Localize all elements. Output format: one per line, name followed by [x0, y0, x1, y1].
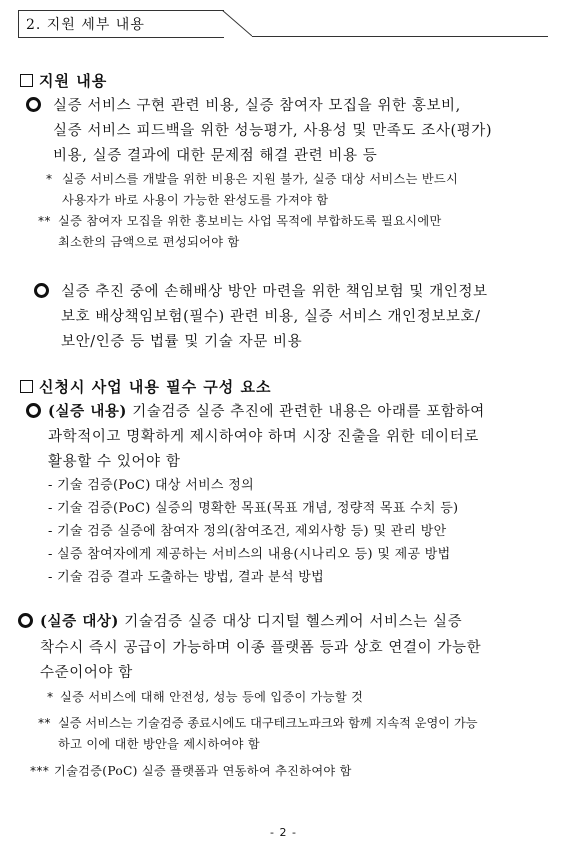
- support-heading: 지원 내용: [20, 70, 107, 91]
- circle-bullet-icon: [26, 97, 41, 116]
- requirements-b2-label: (실증 대상): [40, 613, 119, 630]
- note-marker: **: [38, 214, 51, 228]
- requirements-b1-line2: 과학적이고 명확하게 제시하여야 하며 시장 진출을 위한 데이터로: [48, 429, 479, 445]
- requirements-b1-label: (실증 내용): [48, 403, 127, 420]
- support-b2-line1: 실증 추진 중에 손해배상 방안 마련을 위한 책임보험 및 개인정보: [61, 284, 488, 300]
- requirements-b2-line3: 수준이어야 함: [40, 665, 133, 681]
- requirements-note2-line1: 실증 서비스는 기술검증 종료시에도 대구테크노파크와 함께 지속적 운영이 가능: [58, 716, 478, 730]
- note-marker: **: [38, 716, 51, 730]
- requirements-b2-line2: 착수시 즉시 공급이 가능하며 이종 플랫폼 등과 상호 연결이 가능한: [40, 640, 482, 656]
- section-tab-slant: [222, 10, 252, 38]
- circle-bullet-icon: [18, 613, 33, 632]
- support-b1-line1: 실증 서비스 구현 관련 비용, 실증 참여자 모집을 위한 홍보비,: [53, 98, 461, 114]
- support-note2-line1: 실증 참여자 모집을 위한 홍보비는 사업 목적에 부합하도록 필요시에만: [58, 214, 442, 228]
- dash-item: - 기술 검증 실증에 참여자 정의(참여조건, 제외사항 등) 및 관리 방안: [48, 524, 447, 539]
- dash-item: - 기술 검증(PoC) 대상 서비스 정의: [48, 478, 254, 493]
- square-bullet-icon: [20, 74, 33, 87]
- support-b1-line3: 비용, 실증 결과에 대한 문제점 해결 관련 비용 등: [53, 148, 378, 164]
- requirements-b1-line1: (실증 내용) 기술검증 실증 추진에 관련한 내용은 아래를 포함하여: [48, 403, 485, 420]
- circle-bullet-icon: [34, 283, 49, 302]
- note-marker: *: [46, 172, 53, 186]
- requirements-b2-line1: (실증 대상) 기술검증 실증 대상 디지털 헬스케어 서비스는 실증: [40, 613, 463, 630]
- section-title: 2. 지원 세부 내용: [26, 17, 145, 33]
- support-note1-line1: 실증 서비스를 개발을 위한 비용은 지원 불가, 실증 대상 서비스는 반드시: [62, 172, 459, 186]
- circle-bullet-icon: [26, 403, 41, 422]
- section-tab-underline: [252, 36, 548, 37]
- requirements-note2-line2: 하고 이에 대한 방안을 제시하여야 함: [58, 737, 260, 751]
- support-note2-line2: 최소한의 금액으로 편성되어야 함: [58, 235, 240, 249]
- requirements-b1-line3: 활용할 수 있어야 함: [48, 454, 181, 470]
- requirements-heading: 신청시 사업 내용 필수 구성 요소: [20, 376, 271, 397]
- support-b2-line3: 보안/인증 등 법률 및 기술 자문 비용: [61, 334, 303, 350]
- note-marker: *: [47, 690, 54, 704]
- support-note1-line2: 사용자가 바로 사용이 가능한 완성도를 가져야 함: [62, 193, 329, 207]
- dash-item: - 기술 검증 결과 도출하는 방법, 결과 분석 방법: [48, 570, 325, 585]
- dash-item: - 실증 참여자에게 제공하는 서비스의 내용(시나리오 등) 및 제공 방법: [48, 547, 451, 562]
- requirements-note1: 실증 서비스에 대해 안전성, 성능 등에 입증이 가능할 것: [60, 690, 364, 704]
- support-b1-line2: 실증 서비스 피드백을 위한 성능평가, 사용성 및 만족도 조사(평가): [53, 123, 493, 139]
- page-number: - 2 -: [270, 826, 297, 839]
- square-bullet-icon: [20, 380, 33, 393]
- dash-item: - 기술 검증(PoC) 실증의 명확한 목표(목표 개념, 정량적 목표 수치 등): [48, 501, 459, 516]
- requirements-note3: 기술검증(PoC) 실증 플랫폼과 연동하여 추진하여야 함: [54, 764, 352, 778]
- note-marker: ***: [30, 764, 50, 778]
- support-b2-line2: 보호 배상책임보험(필수) 관련 비용, 실증 서비스 개인정보보호/: [61, 309, 481, 325]
